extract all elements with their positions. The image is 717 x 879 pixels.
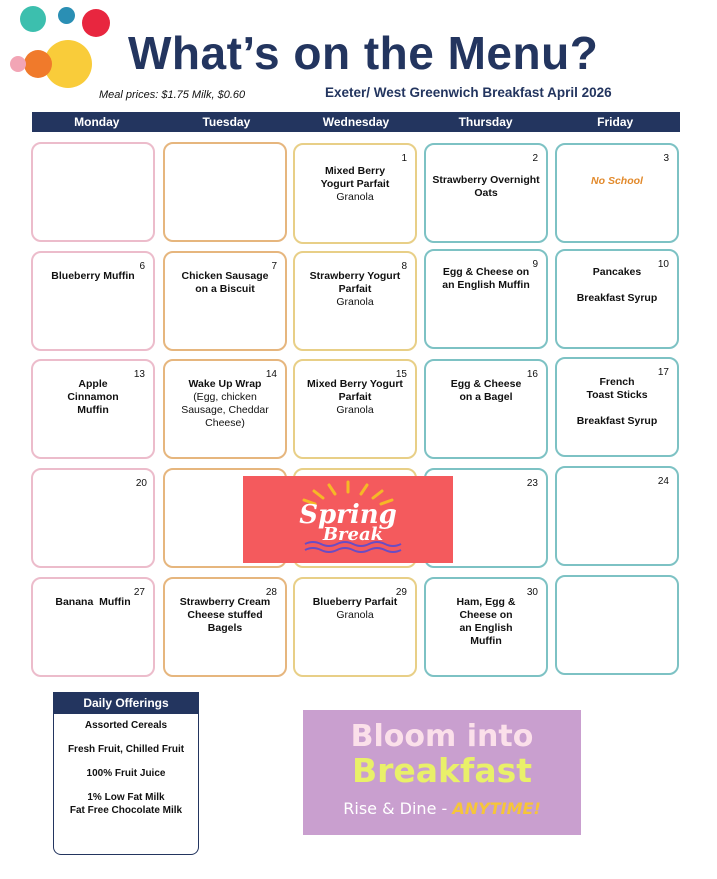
calendar-cell: [293, 577, 417, 677]
calendar-cell: [293, 251, 417, 351]
calendar-cell: [555, 357, 679, 457]
menu-side: Granola: [336, 404, 374, 416]
meal-prices: Meal prices: $1.75 Milk, $0.60: [99, 89, 246, 101]
menu-side: Granola: [336, 609, 374, 621]
decor-dot-blue: [58, 7, 75, 24]
menu-side: Breakfast Syrup: [576, 292, 658, 304]
no-school-label: No School: [591, 175, 643, 187]
menu-side: Granola: [336, 191, 374, 203]
day-number: 9: [532, 259, 538, 270]
calendar-cell: [555, 143, 679, 243]
calendar-cell: [31, 577, 155, 677]
calendar-cell: [424, 143, 548, 243]
day-number: 23: [526, 478, 538, 489]
calendar-cell: [555, 466, 679, 566]
day-number: 17: [657, 367, 669, 378]
calendar-cell: [555, 249, 679, 349]
bloom-line2: Breakfast: [351, 751, 533, 790]
bloom-graphic: [303, 710, 581, 835]
menu-item: Strawberry Overnight Oats: [432, 174, 540, 199]
daily-offerings-box: [53, 714, 199, 855]
bloom-line1: Bloom into: [350, 719, 534, 754]
menu-item: Pancakes: [592, 266, 642, 278]
menu-item: Ham, Egg & Cheese on an English Muffin: [456, 596, 516, 647]
menu-subtitle: Exeter/ West Greenwich Breakfast April 2026: [325, 85, 612, 100]
menu-side: Breakfast Syrup: [576, 415, 658, 427]
day-number: 10: [657, 259, 669, 270]
calendar-cell: [163, 142, 287, 242]
calendar-cell: [31, 468, 155, 568]
calendar-cell: [293, 359, 417, 459]
offering-item: 1% Low Fat Milk: [87, 792, 165, 803]
day-number: 16: [526, 369, 538, 380]
decor-dot-pink: [10, 56, 26, 72]
day-number: 27: [133, 587, 145, 598]
menu-item: French Toast Sticks: [586, 376, 648, 401]
day-header-tuesday: Tuesday: [202, 115, 251, 129]
day-number: 29: [395, 587, 407, 598]
menu-item: Egg & Cheese on a Bagel: [450, 378, 522, 403]
calendar-cell: [31, 142, 155, 242]
sun-icon: [243, 476, 453, 563]
day-number: 20: [135, 478, 147, 489]
spring-break-banner: [243, 476, 453, 563]
day-number: 1: [401, 153, 407, 164]
offering-item: Fat Free Chocolate Milk: [69, 805, 183, 816]
day-number: 28: [265, 587, 277, 598]
menu-side: (Egg, chicken Sausage, Cheddar Cheese): [181, 391, 269, 429]
menu-item: Apple Cinnamon Muffin: [67, 378, 119, 416]
menu-item: Banana Muffin: [55, 596, 131, 608]
calendar-cell: [163, 359, 287, 459]
day-number: 2: [532, 153, 538, 164]
decor-dot-teal: [20, 6, 46, 32]
menu-item: Mixed Berry Yogurt Parfait: [320, 165, 390, 190]
decor-dot-orange: [24, 50, 52, 78]
calendar-cell: [424, 249, 548, 349]
menu-item: Blueberry Muffin: [51, 270, 135, 282]
daily-offerings-title: Daily Offerings: [53, 692, 199, 714]
weekday-header: [32, 112, 680, 132]
decor-dot-red: [82, 9, 110, 37]
day-number: 7: [271, 261, 277, 272]
menu-item: Strawberry Yogurt Parfait: [309, 270, 401, 295]
bloom-tagline: Rise & Dine -: [343, 799, 453, 818]
break-text: Break: [322, 524, 384, 545]
offering-item: Fresh Fruit, Chilled Fruit: [67, 744, 185, 755]
day-number: 14: [265, 369, 277, 380]
offering-item: Assorted Cereals: [84, 720, 168, 731]
menu-item: Blueberry Parfait: [312, 596, 398, 608]
calendar-cell: [31, 251, 155, 351]
calendar-cell: [424, 359, 548, 459]
svg-text:Rise & Dine - ANYTIME!: [343, 799, 540, 818]
day-header-friday: Friday: [597, 115, 634, 129]
day-number: 15: [395, 369, 407, 380]
menu-item: Strawberry Cream Cheese stuffed Bagels: [179, 596, 271, 634]
calendar-cell: [293, 143, 417, 244]
day-number: 24: [657, 476, 669, 487]
page-title: What’s on the Menu?: [128, 27, 599, 79]
offering-item: 100% Fruit Juice: [86, 768, 166, 779]
calendar-cell: [424, 577, 548, 677]
bloom-into-breakfast-banner: [303, 710, 581, 835]
menu-item: Chicken Sausage on a Biscuit: [181, 270, 269, 295]
day-header-wednesday: Wednesday: [322, 115, 390, 129]
bloom-anytime: ANYTIME!: [452, 799, 541, 818]
day-header-monday: Monday: [74, 115, 120, 129]
calendar-cell: [163, 251, 287, 351]
calendar-cell: [31, 359, 155, 459]
menu-item: Mixed Berry Yogurt Parfait: [307, 378, 403, 403]
menu-side: Granola: [336, 296, 374, 308]
day-number: 3: [663, 153, 669, 164]
day-number: 8: [401, 261, 407, 272]
calendar-cell: [163, 577, 287, 677]
calendar-cell: [555, 575, 679, 675]
day-number: 6: [139, 261, 145, 272]
menu-item: Wake Up Wrap: [188, 378, 262, 390]
day-header-thursday: Thursday: [458, 115, 513, 129]
menu-item: Egg & Cheese on an English Muffin: [442, 266, 530, 291]
day-number: 30: [526, 587, 538, 598]
day-number: 13: [133, 369, 145, 380]
spring-text: Spring: [299, 500, 397, 530]
